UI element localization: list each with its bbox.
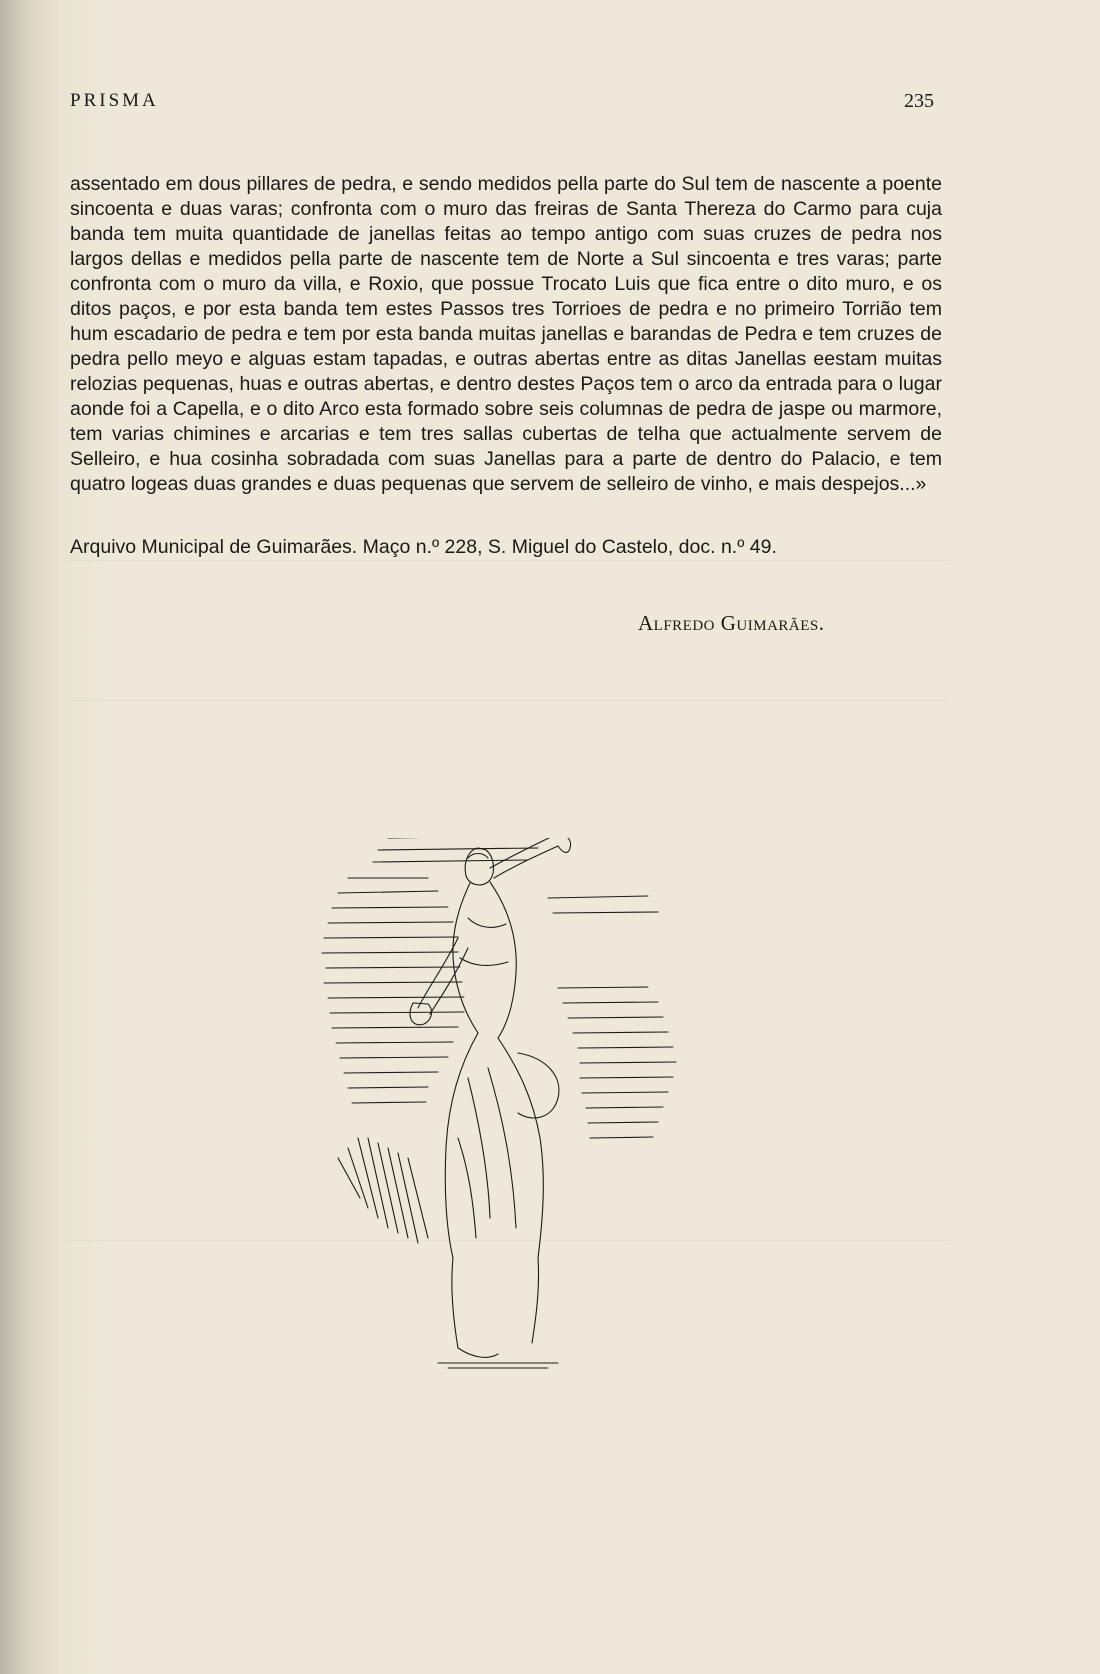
- journal-title: PRISMA: [70, 90, 159, 111]
- archive-citation: Arquivo Municipal de Guimarães. Maço n.º 228, S. Miguel do Castelo, doc. n.º 49.: [70, 536, 777, 558]
- author-signature: Alfredo Guimarães.: [638, 611, 825, 635]
- page-number: 235: [904, 90, 934, 112]
- running-head: [70, 90, 934, 120]
- show-through-line: [70, 560, 950, 561]
- figure-sketch-drawing: [318, 838, 688, 1372]
- body-paragraph: assentado em dous pillares de pedra, e sendo medidos pella parte do Sul tem de nascente a poente sincoenta e duas varas; confronta com o muro das freiras de Santa Thereza do Carmo para cuja banda tem muita quantidade de janellas feitas ao tempo antigo com suas cruzes de pedra nos largos dellas e medidos pella parte de nascente tem de Norte a Sul sincoenta e tres varas; parte confronta com o muro da villa, e Roxio, que possue Trocato Luis que fica entre o dito muro, e os ditos paços, e por esta banda tem estes Passos tres Torrioes de pedra e no primeiro Torrião tem hum escadario de pedra e tem por esta banda muitas janellas e barandas de Pedra e tem cruzes de pedra pello meyo e alguas estam tapadas, e outras abertas entre as ditas Janellas eestam muitas relozias pequenas, huas e outras abertas, e dentro destes Paços tem o arco da entrada para o lugar aonde foi a Capella, e o dito Arco esta formado sobre seis columnas de pedra de jaspe ou marmore, tem varias chimines e arcarias e tem tres sallas cubertas de telha que actualmente servem de Selleiro, e hua cosinha sobradada com suas Janellas para a parte de dentro do Palacio, e tem quatro logeas duas grandes e duas pequenas que servem de selleiro de vinho, e mais despejos...»: [70, 173, 942, 495]
- figure-sketch: [318, 838, 688, 1372]
- show-through-line: [70, 700, 950, 701]
